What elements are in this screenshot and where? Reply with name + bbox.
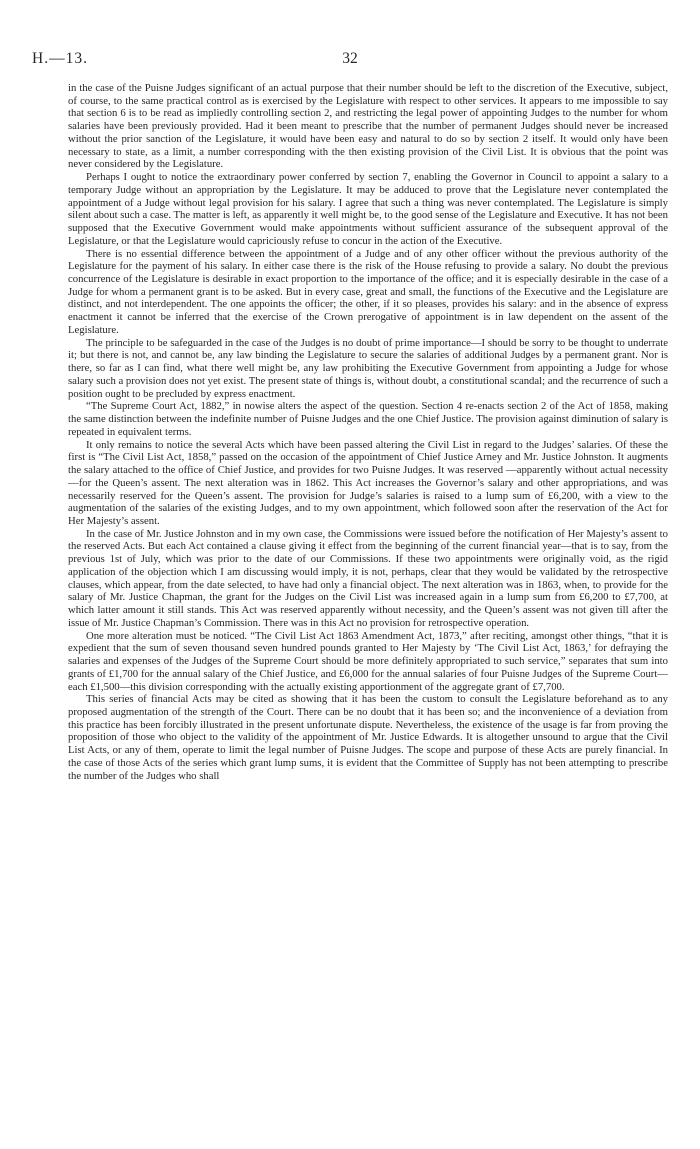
- page-header: [32, 50, 668, 70]
- document-reference: H.—13.: [32, 50, 88, 67]
- document-body: [68, 82, 668, 782]
- paragraph: in the case of the Puisne Judges significant of an actual purpose that their number should be left to the discretion of the Executive, subject, of course, to the same practical control as is exercised by the Legislature with respect to other services. It appears to me impossible to say that section 6 is to be read as impliedly controlling section 2, and restricting the legal power of appointing Judges to the number for whom salaries have been previously provided. Had it been meant to prescribe that the number of permanent Judges should never be increased without the prior sanction of the Legislature, it would have been easy and natural to do so by section 2 itself. It would only have been necessary to state, as a limit, a number corresponding with the then existing provision of the Civil List. It is obvious that the point was never considered by the Legislature.: [68, 82, 668, 171]
- paragraph: In the case of Mr. Justice Johnston and in my own case, the Commissions were issued before the notification of Her Majesty’s assent to the reserved Acts. But each Act contained a clause giving it effect from the beginning of the current financial year—that is to say, from the previous 1st of July, which was prior to the date of our Commissions. If these two appointments were originally void, as the rigid application of the objection which I am discussing would imply, it is not, perhaps, clear that they would be validated by the retrospective clauses, which appear, from the date selected, to have had only a financial object. The next alteration was in 1863, when, to provide for the salary of Mr. Justice Chapman, the grant for the Judges on the Civil List was increased again in a lump sum from £6,200 to £7,700, at which latter amount it still stands. This Act was reserved apparently without necessity, and the Queen’s assent was not given till after the issue of Mr. Justice Chapman’s Commission. There was in this Act no provision for retrospective operation.: [68, 527, 668, 629]
- paragraph: One more alteration must be noticed. “The Civil List Act 1863 Amendment Act, 1873,” after reciting, amongst other things, “that it is expedient that the sum of seven thousand seven hundred pounds granted to Her Majesty by ‘The Civil List Act, 1863,’ for defraying the salaries and expenses of the Judges of the Supreme Court should be more definitely appropriated to such service,” separates that sum into grants of £1,700 for the annual salary of the Chief Justice, and £6,000 for the annual salaries of four Puisne Judges of the Supreme Court—each £1,500—this division corresponding with the actually existing apportionment of the aggregate grant of £7,700.: [68, 629, 668, 693]
- paragraph: There is no essential difference between the appointment of a Judge and of any other officer without the previous authority of the Legislature for the payment of his salary. In either case there is the risk of the House refusing to provide a salary. No doubt the previous concurrence of the Legislature is desirable in exact proportion to the importance of the office; and it is especially desirable in the case of a Judge for whom a permanent grant is to be asked. But in every case, great and small, the functions of the Executive and the Legislature are distinct, and not interdependent. The one appoints the officer; the other, if it so pleases, provides his salary: and in the absence of express enactment it cannot be inferred that the exercise of the Crown prerogative of appointment is in law dependent on the assent of the Legislature.: [68, 247, 668, 336]
- paragraph: “The Supreme Court Act, 1882,” in nowise alters the aspect of the question. Section 4 re-enacts section 2 of the Act of 1858, making the same distinction between the indefinite number of Puisne Judges and the one Chief Justice. The provision against diminution of salary is repeated in equivalent terms.: [68, 400, 668, 438]
- paragraph: This series of financial Acts may be cited as showing that it has been the custom to consult the Legislature beforehand as to any proposed augmentation of the strength of the Court. There can be no doubt that it has been so; and the inconvenience of a deviation from this practice has been forcibly illustrated in the present unfortunate dispute. Nevertheless, the existence of the usage is far from proving the proposition of those who object to the validity of the appointment of Mr. Justice Edwards. It is altogether unsound to argue that the Civil List Acts, or any of them, operate to limit the legal number of Puisne Judges. The scope and purpose of these Acts are purely financial. In the case of those Acts of the series which grant lump sums, it is evident that the Committee of Supply has not been attempting to prescribe the number of the Judges who shall: [68, 693, 668, 782]
- page-number: 32: [342, 50, 358, 67]
- paragraph: Perhaps I ought to notice the extraordinary power conferred by section 7, enabling the Governor in Council to appoint a salary to a temporary Judge without an appropriation by the Legislature. It may be adduced to prove that the Legislature never contemplated the appointment of a Judge without legal provision for his salary. I agree that such a thing was never contemplated. The Legislature is simply silent about such a case. The matter is left, as apparently it well might be, to the good sense of the Legislature and Executive. It has not been supposed that the Executive Government would make appointments without sufficient assurance of the subsequent approval of the Legislature, or that the Legislature would capriciously refuse to concur in the action of the Executive.: [68, 171, 668, 247]
- paragraph: The principle to be safeguarded in the case of the Judges is no doubt of prime importance—I should be sorry to be thought to underrate it; but there is not, and cannot be, any law binding the Legislature to secure the salaries of additional Judges by a permanent grant. Nor is there, so far as I can find, what there well might be, any law prohibiting the Executive Government from appointing a Judge for whose salary such a provision does not yet exist. The present state of things is, without doubt, a constitutional scandal; and the recurrence of such a position ought to be precluded by express enactment.: [68, 336, 668, 400]
- paragraph: It only remains to notice the several Acts which have been passed altering the Civil List in regard to the Judges’ salaries. Of these the first is “The Civil List Act, 1858,” passed on the occasion of the appointment of Chief Justice Arney and Mr. Justice Johnston. It augments the salary attached to the office of Chief Justice, and provides for two Puisne Judges. It was reserved —apparently without actual necessity—for the Queen’s assent. The next alteration was in 1862. This Act increases the Governor’s salary and other appropriations, and was necessarily reserved for the Queen’s assent. The provision for Judge’s salaries is raised to a lump sum of £6,200, with a view to the augmentation of the salaries of the existing Judges, and to my own appointment, which followed soon after the reservation of the Act for Her Majesty’s assent.: [68, 438, 668, 527]
